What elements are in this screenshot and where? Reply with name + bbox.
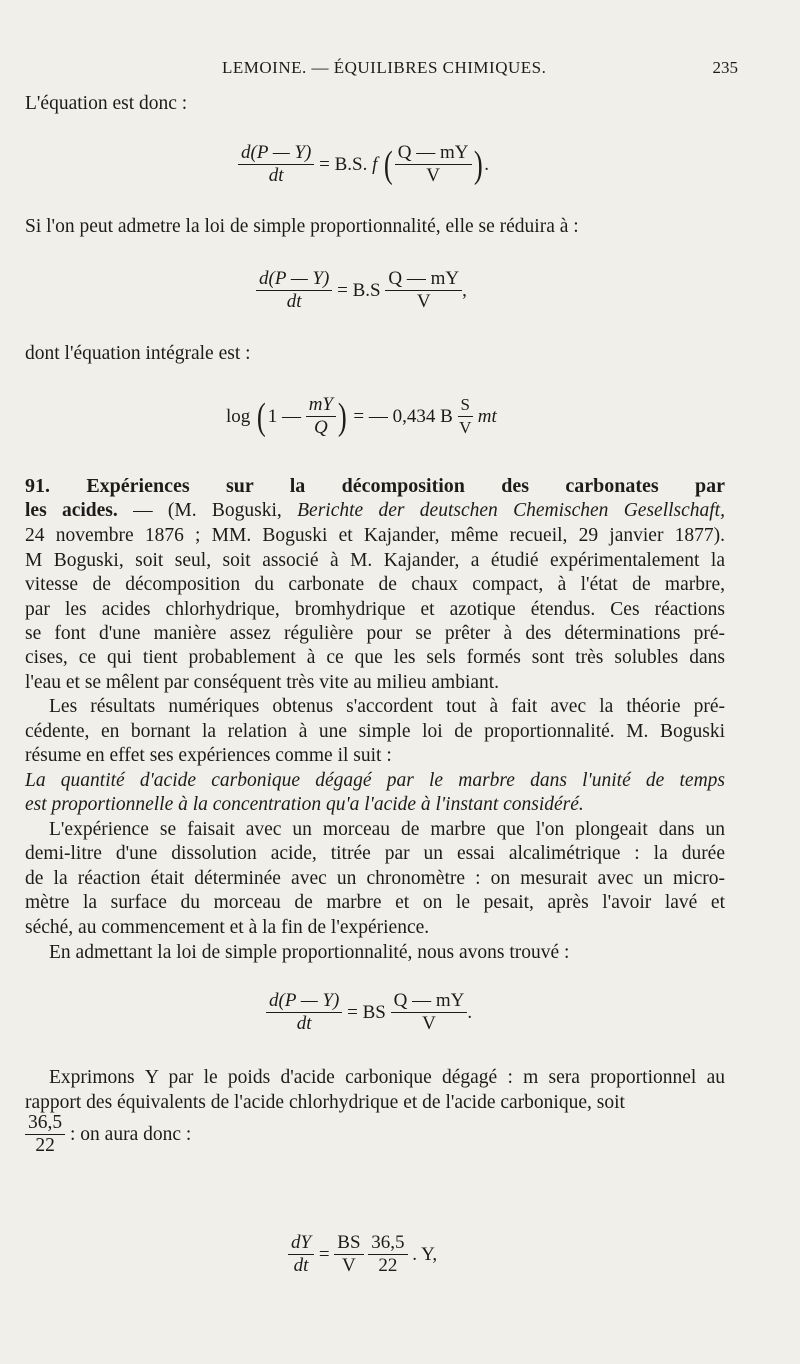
running-header (0, 58, 800, 84)
fraction-denominator: V (416, 291, 431, 312)
text-line: mètre la surface du morceau de marbre et on le pesait, après l'avoir lavé et (25, 892, 725, 913)
text-line: Si l'on peut admetre la loi de simple proportionnalité, elle se réduira à : (25, 216, 579, 237)
section-heading: 91. Expériences sur la décomposition des carbonates par (25, 475, 726, 497)
fraction-numerator: d(P — Υ) (256, 268, 332, 291)
fraction-numerator: mΥ (306, 394, 336, 417)
equals-sign: = B.S (337, 279, 381, 301)
fraction-numerator: d(P — Υ) (238, 142, 314, 165)
equation-3: log (1 — $\frac{m\Upsilon}{Q}$ ) = — 0,434 B $\frac{S}{V}$ mt (226, 394, 497, 438)
text-line: résume en effet ses expériences comme il suit : (25, 745, 392, 766)
italic-line: La quantité d'acide carbonique dégagé par le marbre dans l'unité de temps (25, 770, 725, 791)
text-line: Les résultats numériques obtenus s'accordent tout à fait avec la théorie pré- (49, 696, 725, 717)
fraction-denominator: V (422, 1013, 436, 1034)
fraction-numerator: Q — mΥ (395, 142, 472, 165)
fraction-denominator: Q (313, 417, 328, 438)
text-line: L'équation est donc : (25, 93, 188, 114)
equation-1: $\frac{d(P — \Upsilon)}{dt}$ = B.S. f ( $\frac{Q — m\Upsilon}{V}$ ). (238, 142, 489, 187)
text-line: M Boguski, soit seul, soit associé à M. Kajander, a étudié expérimentalement la (25, 550, 725, 571)
text-line: de la réaction était déterminée avec un chronomètre : on mesurait avec un micro- (25, 868, 725, 889)
equals-sign: = (318, 1243, 330, 1265)
equals-sign: = B.S. (319, 153, 368, 175)
fraction-denominator: dt (293, 1255, 309, 1276)
fraction-numerator: Q — mΥ (385, 268, 462, 291)
text-line: En admettant la loi de simple proportionnalité, nous avons trouvé : (49, 942, 570, 963)
fraction-denominator: dt (268, 165, 284, 186)
text-line: l'eau et se mêlent par conséquent très vite au milieu ambiant. (25, 672, 500, 693)
equals-sign: = BS (347, 1001, 386, 1023)
text-line: Exprimons Υ par le poids d'acide carbonique dégagé : m sera proportionnel au (49, 1067, 725, 1088)
text-line: dont l'équation intégrale est : (25, 343, 251, 364)
text-line: demi-litre d'une dissolution acide, titrée par un essai alcalimétrique : la durée (25, 843, 725, 864)
fraction-denominator: dt (286, 291, 302, 312)
fraction-denominator: dt (296, 1013, 312, 1034)
text-line: 24 novembre 1876 ; MM. Boguski et Kajander, même recueil, 29 janvier 1877). (25, 525, 725, 546)
page-number: 235 (712, 58, 738, 77)
text-line: L'expérience se faisait avec un morceau de marbre que l'on plongeait dans un (49, 819, 725, 840)
text-line: vitesse de décomposition du carbonate de chaux compact, à l'état de marbre, (25, 574, 725, 595)
fraction-denominator: V (426, 165, 441, 186)
text-line: par les acides chlorhydrique, bromhydrique et azotique étendus. Ces réactions (25, 599, 725, 620)
text-line: séché, au commencement et à la fin de l'expérience. (25, 917, 430, 938)
text-line: cédente, en bornant la relation à une simple loi de proportionnalité. M. Boguski (25, 721, 725, 742)
fraction-numerator: dΥ (288, 1232, 314, 1255)
fraction-numerator: Q — mΥ (391, 990, 468, 1013)
fraction-numerator: d(P — Υ) (266, 990, 342, 1013)
equation-4: $\frac{d(P — \Upsilon)}{dt}$ = BS $\frac{Q — m\Upsilon}{V}$ . (266, 990, 472, 1035)
text-line: rapport des équivalents de l'acide chlorhydrique et de l'acide carbonique, soit (25, 1092, 625, 1113)
equation-2: $\frac{d(P — \Upsilon)}{dt}$ = B.S $\frac{Q — m\Upsilon}{V}$ , (256, 268, 467, 313)
italic-line: est proportionnelle à la concentration qu'a l'acide à l'instant considéré. (25, 794, 584, 815)
text-line: se font d'une manière assez régulière pour se prêter à des déterminations pré- (25, 623, 725, 644)
fraction-line: $\frac{36,5}{22}$ : on aura donc : (25, 1112, 191, 1157)
equation-5: $\frac{d\Upsilon}{dt}$ = $\frac{BS}{V}$ $\frac{36,5}{22}$ . Υ, (288, 1232, 437, 1277)
text-line: cises, ce qui tient probablement à ce que les sels formés sont très solubles dans (25, 647, 725, 668)
header-title: LEMOINE. — ÉQUILIBRES CHIMIQUES. (222, 58, 547, 77)
function-symbol: f (372, 153, 378, 175)
text-line: les acides. — (M. Boguski, Berichte der deutschen Chemischen Gesellschaft, (25, 500, 725, 521)
